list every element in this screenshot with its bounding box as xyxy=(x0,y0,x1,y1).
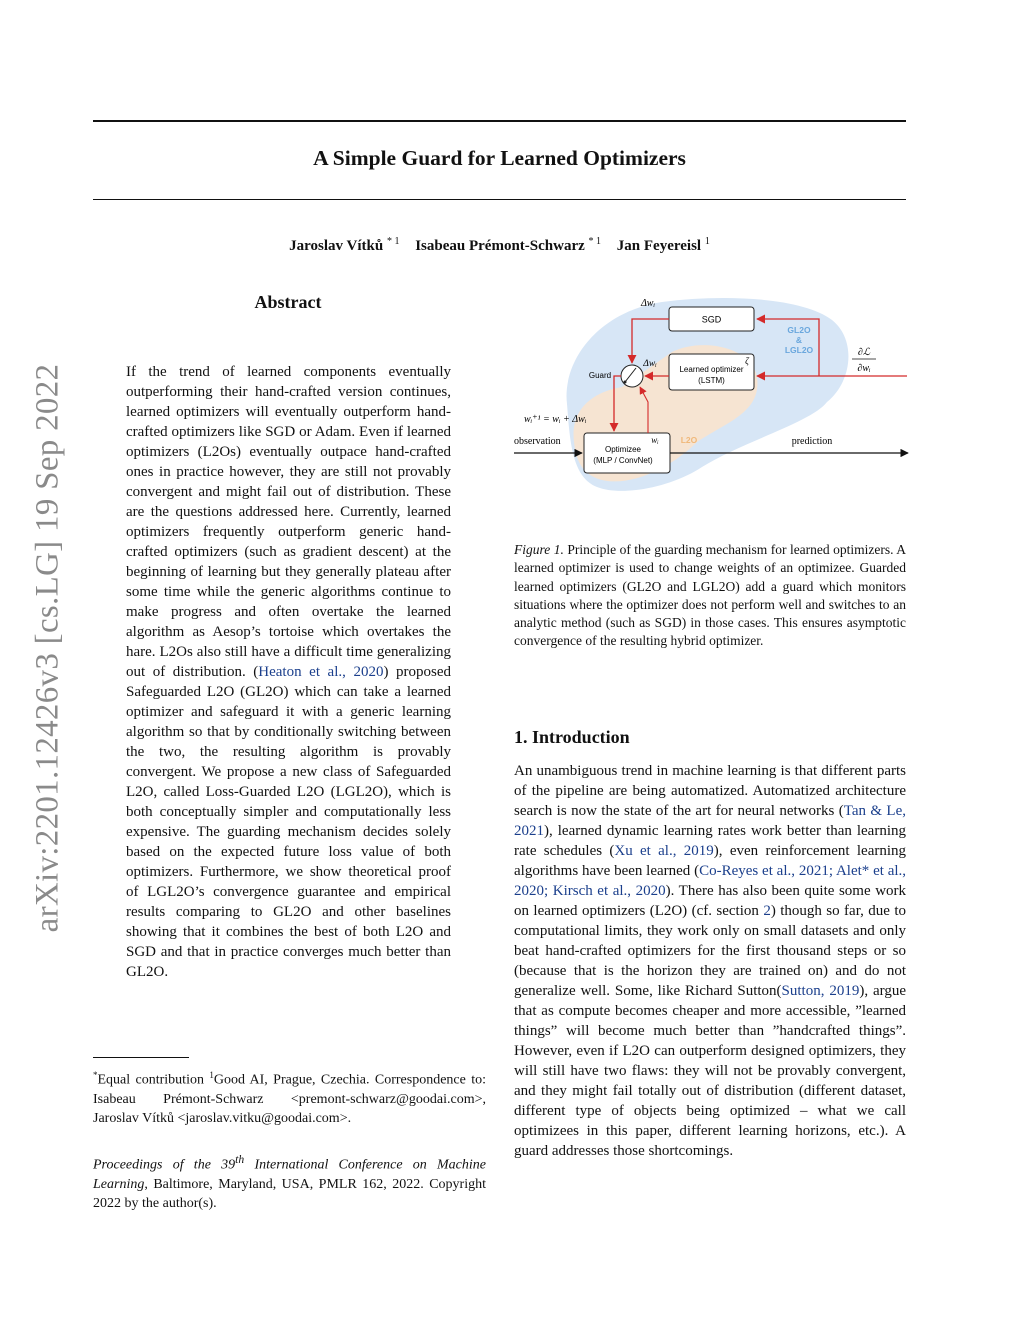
loss-gradient-denominator: ∂wᵢ xyxy=(857,363,871,374)
citation-tan-le[interactable]: Tan & Le, 2021 xyxy=(514,803,906,839)
gl2o-label-1: GL2O xyxy=(787,325,811,335)
figure-1-caption: Figure 1. Principle of the guarding mechanism for learned optimizers. A learned optimizer is used to change weights of an optimizee. Guarded learned optimizers (GL2O and LGL2O) add a guard which monitors situations where the optimizer does not perform well and switches to an analytic method (such as SGD) in those cases. This ensures asymptotic convergence of the resulting hybrid optimizer. xyxy=(514,542,906,649)
paper-title: A Simple Guard for Learned Optimizers xyxy=(313,146,686,170)
citation-sutton[interactable]: Sutton, 2019 xyxy=(781,983,860,999)
arxiv-identifier: arXiv:2201.12426v3 [cs.LG] 19 Sep 2022 xyxy=(29,363,66,933)
optimizee-label-2: (MLP / ConvNet) xyxy=(593,456,653,465)
delta-w-top-label: Δwᵢ xyxy=(640,298,656,309)
citation-heaton[interactable]: Heaton et al., 2020 xyxy=(258,664,384,680)
learned-optimizer-label-2: (LSTM) xyxy=(698,376,725,385)
author-vitku: Jaroslav Vítků $^{* 1}$ xyxy=(289,236,400,254)
proceedings-note: Proceedings of the 39th International Conference on Machine Learning, Baltimore, Maryland, USA, PMLR 162, 2022. Copyright 2022 by the author(s). xyxy=(93,1153,487,1211)
footnotes: *Equal contribution $^1$Good AI, Prague, Czechia. Correspondence to: Isabeau Prémont-Schwarz <premont-schwarz@goodai.com>, Jaroslav Vítků <jaroslav.vitku@goodai.com>. xyxy=(93,1070,486,1126)
abstract-body: If the trend of learned components eventually outperforming their hand-crafted version continues, learned optimizers will eventually outperform hand-crafted optimizers like SGD or Adam. Even if learned optimizers (L2Os) eventually outpace hand-crafted ones in practice however, they are still not provably convergent and might fail out of distribution. These are the questions addressed here. Currently, learned optimizers frequently outperform generic hand-crafted optimizers (such as gradient descent) at the beginning of learning but they generally plateau after some time while the generic algorithms continue to make progress and often overtake the learned algorithm as Aesop’s tortoise which overtakes the hare. L2Os also still have a difficult time generalizing out of distribution. (Heaton et al., 2020) proposed Safeguarded L2O (GL2O) which can take a learned optimizer and safeguard it with a generic learning algorithm so that by conditionally switching between the two, the resulting algorithm is provably convergent. We propose a new class of Safeguarded L2O, called Loss-Guarded L2O (LGL2O), which is both conceptually simpler and computationally less expensive. The guarding mechanism decides solely based on the expected future loss value of both optimizers. Furthermore, we show theoretical proof of LGL2O’s convergence guarantee and empirical results comparing to GL2O and other baselines showing that it combines the best of both L2O and SGD and that in practice converges much better than GL2O. xyxy=(126,364,452,980)
observation-label: observation xyxy=(514,436,561,447)
guard-switch-pivot xyxy=(624,381,627,384)
citation-co-reyes[interactable]: Co-Reyes et al., 2021 xyxy=(699,863,829,879)
section-2-link[interactable]: 2 xyxy=(763,903,771,919)
prediction-label: prediction xyxy=(791,436,833,447)
author-feyereisl: Jan Feyereisl $^1$ xyxy=(616,236,710,254)
gl2o-label-3: LGL2O xyxy=(784,345,814,355)
title-rule-top xyxy=(93,120,906,122)
guard-label: Guard xyxy=(588,371,612,380)
optimizee-label-1: Optimizee xyxy=(604,445,642,454)
figure-1-diagram xyxy=(512,292,912,504)
guard-switch xyxy=(621,365,643,387)
introduction-heading: 1. Introduction xyxy=(514,727,630,747)
title-rule-bottom xyxy=(93,199,906,200)
optimizee-weight-symbol: wᵢ xyxy=(651,435,659,445)
l2o-label: L2O xyxy=(680,435,698,445)
zeta-symbol: ζ xyxy=(745,356,749,366)
loss-gradient-numerator: ∂ℒ xyxy=(857,347,871,358)
sgd-label: SGD xyxy=(701,314,722,325)
introduction-body: An unambiguous trend in machine learning is that different parts of the pipeline are being automatized. Automatized architecture search is now the state of the art for neural networks (Tan & Le, 2021), learned dynamic learning rates work better than learning rate schedules (Xu et al., 2019), even reinforcement learning algorithms have been learned (Co-Reyes et al., 2021; Alet* et al., 2020; Kirsch et al., 2020). There has also been quite some work on learned optimizers (L2O) (cf. section 2) though so far, due to computational limits, they work only on small datasets and only beat hand-crafted optimizers for the first thousand steps or so (because that is the horizon they are trained on) and do not generalize well. Some, like Richard Sutton(Sutton, 2019), argue that as compute becomes cheaper and more accessible, ”learned things” will become much better than ”handcrafted things”. However, even if L2O can outperform designed optimizers, they will still have two flaws: they will not be provably convergent, and they might fail totally out of distribution (different dataset, different type of objects being optimized – what we call optimizees in this paper, different learning horizons, etc.). A guard addresses those shortcomings. xyxy=(514,763,907,1159)
citation-xu[interactable]: Xu et al., 2019 xyxy=(614,843,714,859)
citation-alet[interactable]: Alet* et al., 2020 xyxy=(514,863,907,899)
gl2o-label-2: & xyxy=(795,335,803,345)
abstract-heading: Abstract xyxy=(254,292,322,312)
update-rule-label: wᵢ⁺¹ = wᵢ + Δwᵢ xyxy=(524,414,587,425)
delta-w-mid-label: Δwᵢ xyxy=(643,359,657,369)
author-premont-schwarz: Isabeau Prémont-Schwarz $^{* 1}$ xyxy=(415,236,602,254)
author-list xyxy=(93,236,906,255)
citation-kirsch[interactable]: Kirsch et al., 2020 xyxy=(552,883,666,899)
arxiv-stamp xyxy=(28,356,68,941)
learned-optimizer-label-1: Learned optimizer xyxy=(679,365,744,374)
footnote-rule xyxy=(93,1057,189,1058)
